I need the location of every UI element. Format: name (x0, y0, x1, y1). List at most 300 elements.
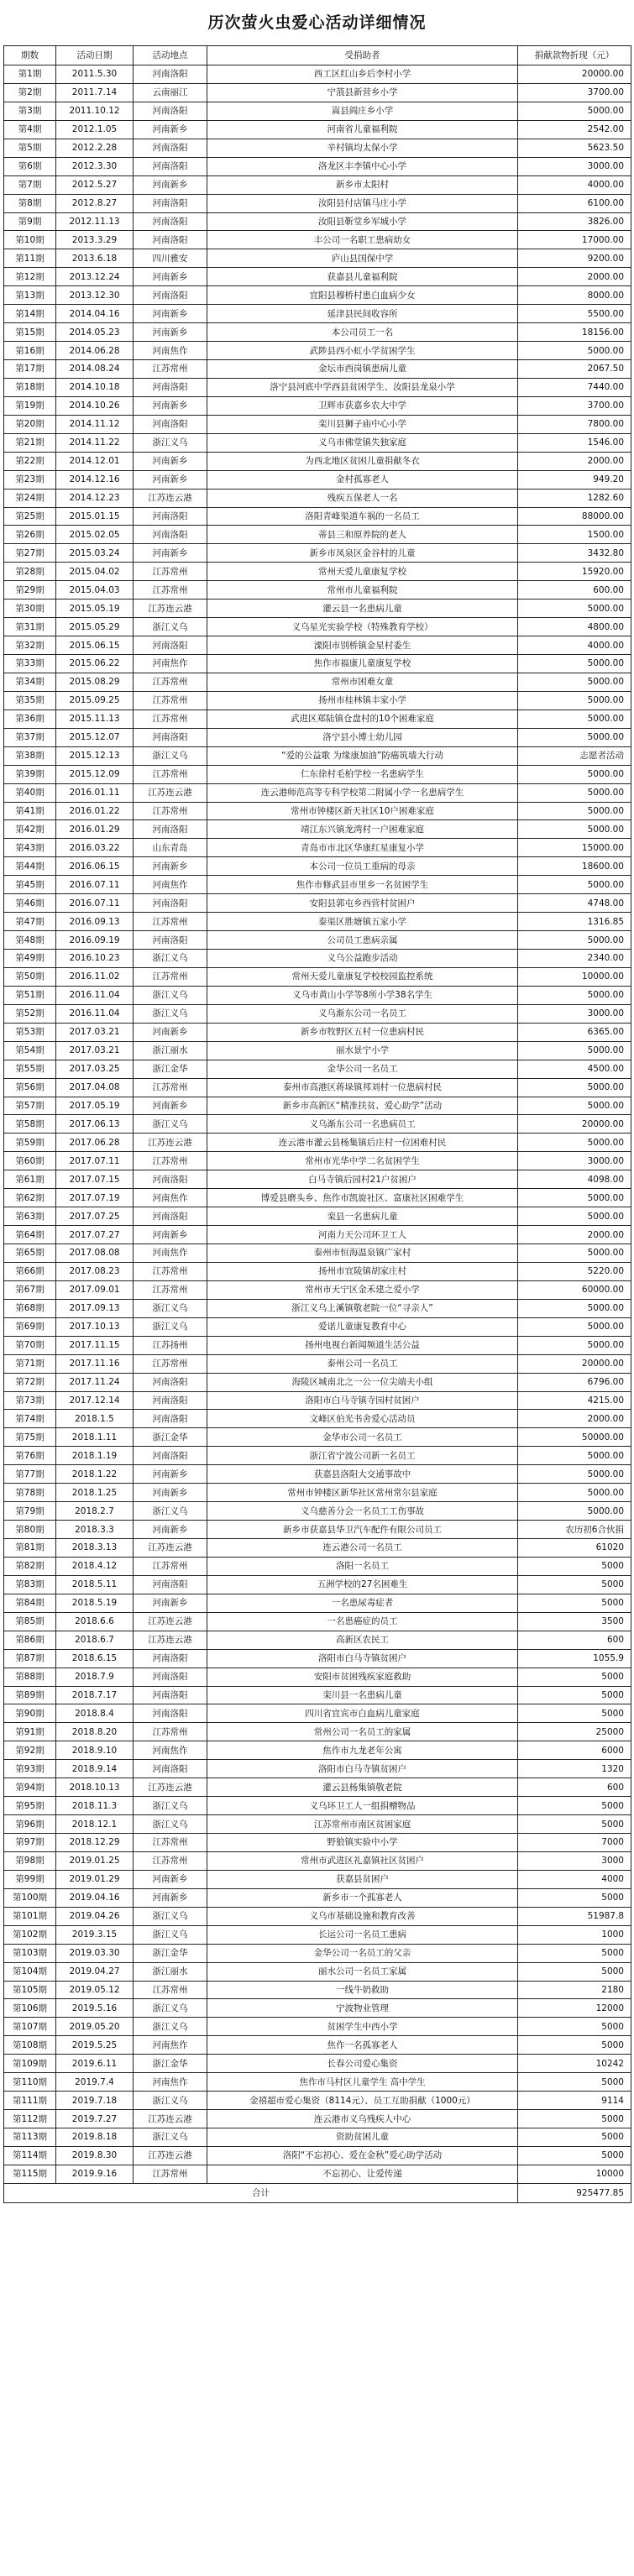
table-row (4, 1999, 631, 2018)
cell-date: 2016.07.11 (56, 894, 134, 913)
cell-date: 2018.1.11 (56, 1428, 134, 1447)
cell-date: 2017.07.19 (56, 1189, 134, 1207)
cell-period: 第98期 (4, 1851, 56, 1870)
cell-place: 河南新乡 (134, 1521, 207, 1539)
cell-place: 河南洛阳 (134, 1170, 207, 1189)
table-row (4, 415, 631, 433)
table-row (4, 1354, 631, 1373)
cell-period: 第90期 (4, 1704, 56, 1723)
cell-date: 2017.10.13 (56, 1317, 134, 1336)
total-label: 合计 (4, 2183, 518, 2202)
cell-date: 2013.6.18 (56, 249, 134, 268)
cell-amount: 600.00 (518, 581, 631, 599)
cell-amount: 5220.00 (518, 1262, 631, 1280)
cell-place: 河南洛阳 (134, 378, 207, 396)
cell-place: 浙江金华 (134, 1944, 207, 1962)
cell-recipient: 新乡市一个孤寡老人 (207, 1888, 518, 1907)
cell-period: 第109期 (4, 2055, 56, 2073)
table-row (4, 1244, 631, 1263)
cell-recipient: 常州市钟楼区新华社区常州常尔县家庭 (207, 1484, 518, 1502)
cell-period: 第36期 (4, 709, 56, 728)
cell-place: 河南洛阳 (134, 1391, 207, 1410)
cell-date: 2017.11.16 (56, 1354, 134, 1373)
cell-date: 2016.11.02 (56, 967, 134, 986)
cell-recipient: 一线牛奶救助 (207, 1981, 518, 1999)
table-row (4, 1668, 631, 1686)
table-row (4, 581, 631, 599)
table-row (4, 1521, 631, 1539)
table-row (4, 286, 631, 305)
cell-place: 江苏常州 (134, 691, 207, 709)
cell-recipient: 卫辉市获嘉乡农大中学 (207, 396, 518, 415)
cell-amount: 5000.00 (518, 709, 631, 728)
cell-place: 江苏常州 (134, 1723, 207, 1741)
cell-place: 河南新乡 (134, 1023, 207, 1041)
cell-place: 河南洛阳 (134, 1410, 207, 1428)
cell-date: 2017.11.15 (56, 1336, 134, 1354)
table-row (4, 599, 631, 618)
cell-date: 2018.9.14 (56, 1760, 134, 1778)
cell-place: 河南焦作 (134, 1741, 207, 1760)
header-place: 活动地点 (134, 46, 207, 65)
table-row (4, 1815, 631, 1834)
cell-date: 2014.05.23 (56, 323, 134, 342)
cell-place: 江苏连云港 (134, 1612, 207, 1631)
cell-recipient: 扬州市宜陵镇胡家庄村 (207, 1262, 518, 1280)
cell-amount: 3000.00 (518, 1004, 631, 1023)
cell-amount: 88000.00 (518, 507, 631, 526)
cell-recipient: 青岛市市北区华康红星康复小学 (207, 839, 518, 857)
cell-recipient: 义乌市基础设施和教育改善 (207, 1907, 518, 1925)
cell-recipient: 泰州公司一名员工 (207, 1354, 518, 1373)
cell-amount: 1000 (518, 1925, 631, 1944)
cell-recipient: 焦作市修武县市里乡一名贫困学生 (207, 876, 518, 894)
cell-period: 第10期 (4, 231, 56, 249)
table-row (4, 120, 631, 139)
table-row (4, 1226, 631, 1244)
cell-amount: 20000.00 (518, 65, 631, 84)
cell-recipient: 义乌渐东公司一名员工 (207, 1004, 518, 1023)
cell-recipient: 河南力天公司环卫工人 (207, 1226, 518, 1244)
cell-amount: 6000 (518, 1741, 631, 1760)
cell-recipient: 蒂县三和原养院的老人 (207, 526, 518, 544)
table-row (4, 360, 631, 379)
cell-date: 2017.06.28 (56, 1134, 134, 1152)
cell-place: 江苏常州 (134, 1354, 207, 1373)
cell-period: 第22期 (4, 452, 56, 470)
cell-date: 2019.01.25 (56, 1851, 134, 1870)
cell-date: 2019.7.4 (56, 2073, 134, 2092)
cell-period: 第73期 (4, 1391, 56, 1410)
cell-date: 2018.2.7 (56, 1502, 134, 1521)
table-header-row (4, 46, 631, 65)
cell-amount: 9114 (518, 2092, 631, 2110)
table-row (4, 1115, 631, 1134)
cell-place: 浙江金华 (134, 2055, 207, 2073)
table-row (4, 1097, 631, 1115)
table-row (4, 470, 631, 489)
cell-recipient: 贫困学生中西小学 (207, 2018, 518, 2036)
cell-place: 河南洛阳 (134, 1686, 207, 1704)
cell-date: 2017.05.19 (56, 1097, 134, 1115)
cell-period: 第69期 (4, 1317, 56, 1336)
cell-date: 2015.12.07 (56, 728, 134, 746)
cell-place: 浙江义乌 (134, 1815, 207, 1834)
cell-date: 2019.7.27 (56, 2110, 134, 2128)
cell-amount: 2000.00 (518, 1410, 631, 1428)
cell-period: 第80期 (4, 1521, 56, 1539)
cell-period: 第82期 (4, 1557, 56, 1575)
table-row (4, 728, 631, 746)
cell-period: 第57期 (4, 1097, 56, 1115)
table-body (4, 65, 631, 2184)
cell-period: 第75期 (4, 1428, 56, 1447)
cell-date: 2017.07.11 (56, 1152, 134, 1170)
cell-date: 2019.9.16 (56, 2165, 134, 2183)
table-row (4, 1594, 631, 1612)
cell-amount: 5000.00 (518, 820, 631, 839)
cell-date: 2015.12.13 (56, 746, 134, 765)
cell-recipient: 嵩县阎庄乡小学 (207, 102, 518, 120)
cell-place: 江苏常州 (134, 581, 207, 599)
cell-period: 第6期 (4, 157, 56, 175)
cell-date: 2015.05.19 (56, 599, 134, 618)
cell-period: 第5期 (4, 139, 56, 157)
table-row (4, 1502, 631, 1521)
cell-date: 2018.11.3 (56, 1797, 134, 1815)
cell-place: 河南焦作 (134, 1244, 207, 1263)
table-row (4, 194, 631, 212)
cell-recipient: 仁东徐村毛柏学校一名患病学生 (207, 765, 518, 783)
cell-period: 第9期 (4, 212, 56, 231)
cell-place: 四川雅安 (134, 249, 207, 268)
cell-recipient: 常州市天宁区金禾建之爱小学 (207, 1280, 518, 1299)
table-row (4, 1686, 631, 1704)
cell-amount: 1320 (518, 1760, 631, 1778)
cell-period: 第74期 (4, 1410, 56, 1428)
cell-date: 2017.07.25 (56, 1207, 134, 1226)
cell-place: 浙江义乌 (134, 1004, 207, 1023)
cell-date: 2014.04.16 (56, 305, 134, 323)
cell-amount: 18600.00 (518, 857, 631, 876)
cell-period: 第89期 (4, 1686, 56, 1704)
cell-recipient: 金华公司一名员工的父亲 (207, 1944, 518, 1962)
cell-amount: 4215.00 (518, 1391, 631, 1410)
table-row (4, 709, 631, 728)
cell-date: 2017.09.13 (56, 1299, 134, 1317)
table-row (4, 396, 631, 415)
cell-recipient: 栾县一名患病儿童 (207, 1207, 518, 1226)
cell-place: 河南洛阳 (134, 286, 207, 305)
cell-period: 第114期 (4, 2146, 56, 2165)
cell-date: 2014.12.01 (56, 452, 134, 470)
cell-place: 江苏常州 (134, 1557, 207, 1575)
cell-place: 江苏常州 (134, 709, 207, 728)
cell-amount: 1500.00 (518, 526, 631, 544)
cell-amount: 4748.00 (518, 894, 631, 913)
cell-date: 2019.05.20 (56, 2018, 134, 2036)
cell-date: 2016.10.23 (56, 950, 134, 968)
cell-amount: 5000 (518, 1888, 631, 1907)
cell-date: 2019.01.29 (56, 1870, 134, 1888)
cell-place: 江苏常州 (134, 967, 207, 986)
cell-amount: 5000.00 (518, 1447, 631, 1465)
cell-place: 浙江义乌 (134, 1999, 207, 2018)
cell-place: 河南洛阳 (134, 231, 207, 249)
cell-place: 河南焦作 (134, 2073, 207, 2092)
cell-recipient: 新乡市太阳村 (207, 175, 518, 194)
table-row (4, 507, 631, 526)
cell-date: 2016.09.19 (56, 931, 134, 950)
cell-place: 江苏连云港 (134, 599, 207, 618)
cell-amount: 5000 (518, 1797, 631, 1815)
cell-period: 第58期 (4, 1115, 56, 1134)
cell-amount: 2067.50 (518, 360, 631, 379)
cell-period: 第105期 (4, 1981, 56, 1999)
cell-period: 第31期 (4, 618, 56, 636)
cell-recipient: 洛阳市白马寺镇贫困户 (207, 1649, 518, 1668)
table-row (4, 1575, 631, 1594)
cell-place: 浙江义乌 (134, 2018, 207, 2036)
table-row (4, 1797, 631, 1815)
cell-place: 浙江义乌 (134, 1115, 207, 1134)
cell-period: 第32期 (4, 636, 56, 655)
cell-place: 河南洛阳 (134, 139, 207, 157)
cell-date: 2017.07.15 (56, 1170, 134, 1189)
cell-period: 第12期 (4, 268, 56, 286)
cell-period: 第41期 (4, 802, 56, 820)
cell-place: 河南洛阳 (134, 194, 207, 212)
cell-period: 第40期 (4, 783, 56, 802)
cell-recipient: 焦作市九龙老年公寓 (207, 1741, 518, 1760)
cell-amount: 5000.00 (518, 1465, 631, 1484)
cell-period: 第24期 (4, 489, 56, 507)
cell-place: 河南新乡 (134, 857, 207, 876)
cell-date: 2018.9.10 (56, 1741, 134, 1760)
cell-date: 2014.10.26 (56, 396, 134, 415)
cell-place: 河南焦作 (134, 1189, 207, 1207)
table-row (4, 1004, 631, 1023)
table-row (4, 839, 631, 857)
cell-amount: 3000.00 (518, 157, 631, 175)
cell-amount: 1282.60 (518, 489, 631, 507)
cell-place: 浙江金华 (134, 1060, 207, 1078)
cell-period: 第20期 (4, 415, 56, 433)
total-row (4, 2183, 631, 2202)
cell-place: 河南洛阳 (134, 1704, 207, 1723)
cell-date: 2018.1.25 (56, 1484, 134, 1502)
cell-date: 2017.08.23 (56, 1262, 134, 1280)
cell-amount: 6796.00 (518, 1373, 631, 1391)
cell-recipient: 金禧超市爱心集资（8114元）、员工互助捐献（1000元） (207, 2092, 518, 2110)
cell-recipient: 四川省宜宾市白血病儿童家庭 (207, 1704, 518, 1723)
cell-place: 河南洛阳 (134, 728, 207, 746)
cell-recipient: 新乡市凤泉区金谷村的儿童 (207, 544, 518, 563)
cell-recipient: 辛村镇均太保小学 (207, 139, 518, 157)
cell-period: 第65期 (4, 1244, 56, 1263)
table-row (4, 231, 631, 249)
cell-amount: 5000.00 (518, 1484, 631, 1502)
cell-amount: 15000.00 (518, 839, 631, 857)
cell-recipient: 公司员工患病亲属 (207, 931, 518, 950)
cell-place: 河南新乡 (134, 470, 207, 489)
cell-period: 第95期 (4, 1797, 56, 1815)
cell-recipient: 灌云县杨集镇敬老院 (207, 1778, 518, 1797)
cell-recipient: 扬州市桂林镇丰家小学 (207, 691, 518, 709)
cell-place: 河南焦作 (134, 342, 207, 360)
cell-place: 河南洛阳 (134, 1373, 207, 1391)
table-row (4, 2092, 631, 2110)
table-row (4, 1631, 631, 1649)
table-row (4, 83, 631, 102)
cell-recipient: 焦作市马村区儿童学生 高中学生 (207, 2073, 518, 2092)
cell-period: 第70期 (4, 1336, 56, 1354)
cell-amount: 25000 (518, 1723, 631, 1741)
cell-place: 浙江义乌 (134, 950, 207, 968)
cell-recipient: 新乡市获嘉县华卫汽车配件有限公司员工 (207, 1521, 518, 1539)
cell-amount: 5000 (518, 1944, 631, 1962)
table-row (4, 1557, 631, 1575)
table-row (4, 913, 631, 931)
cell-amount: 5000 (518, 1686, 631, 1704)
cell-period: 第14期 (4, 305, 56, 323)
table-row (4, 876, 631, 894)
cell-period: 第63期 (4, 1207, 56, 1226)
cell-place: 江苏常州 (134, 1262, 207, 1280)
cell-period: 第45期 (4, 876, 56, 894)
cell-date: 2016.06.15 (56, 857, 134, 876)
cell-place: 河南洛阳 (134, 931, 207, 950)
table-row (4, 1870, 631, 1888)
cell-date: 2019.5.25 (56, 2036, 134, 2055)
cell-place: 云南丽江 (134, 83, 207, 102)
cell-place: 河南洛阳 (134, 636, 207, 655)
cell-recipient: 残疾五保老人一名 (207, 489, 518, 507)
cell-recipient: 靖江东兴镇龙湾村一户困难家庭 (207, 820, 518, 839)
cell-amount: 949.20 (518, 470, 631, 489)
cell-recipient: 常州市儿童福利院 (207, 581, 518, 599)
cell-period: 第47期 (4, 913, 56, 931)
cell-date: 2012.5.27 (56, 175, 134, 194)
cell-recipient: 江苏常州市南区贫困家庭 (207, 1815, 518, 1834)
cell-amount: 600 (518, 1631, 631, 1649)
cell-amount: 5500.00 (518, 305, 631, 323)
cell-amount: 50000.00 (518, 1428, 631, 1447)
table-row (4, 433, 631, 452)
cell-recipient: 长春公司爱心集资 (207, 2055, 518, 2073)
cell-period: 第56期 (4, 1078, 56, 1097)
cell-date: 2015.06.15 (56, 636, 134, 655)
cell-place: 江苏常州 (134, 1078, 207, 1097)
cell-date: 2015.02.05 (56, 526, 134, 544)
cell-place: 河南新乡 (134, 305, 207, 323)
cell-recipient: 本公司员工一名 (207, 323, 518, 342)
cell-recipient: 一名患癌症的员工 (207, 1612, 518, 1631)
cell-recipient: 获嘉县儿童福利院 (207, 268, 518, 286)
table-row (4, 139, 631, 157)
cell-period: 第92期 (4, 1741, 56, 1760)
cell-recipient: 洛阳市白马寺镇贫困户 (207, 1760, 518, 1778)
cell-period: 第87期 (4, 1649, 56, 1668)
cell-place: 江苏连云港 (134, 489, 207, 507)
cell-period: 第44期 (4, 857, 56, 876)
cell-recipient: 河南省儿童福利院 (207, 120, 518, 139)
cell-recipient: 宁波物业管理 (207, 1999, 518, 2018)
cell-date: 2014.11.12 (56, 415, 134, 433)
table-row (4, 2165, 631, 2183)
cell-recipient: 丽水景宁小学 (207, 1041, 518, 1060)
cell-date: 2012.2.28 (56, 139, 134, 157)
cell-place: 河南焦作 (134, 655, 207, 673)
cell-amount: 5000.00 (518, 728, 631, 746)
cell-period: 第113期 (4, 2128, 56, 2147)
table-row (4, 175, 631, 194)
table-row (4, 1280, 631, 1299)
cell-place: 浙江义乌 (134, 746, 207, 765)
cell-place: 河南新乡 (134, 1097, 207, 1115)
cell-period: 第29期 (4, 581, 56, 599)
cell-place: 河南洛阳 (134, 1760, 207, 1778)
cell-period: 第48期 (4, 931, 56, 950)
cell-date: 2017.03.21 (56, 1041, 134, 1060)
cell-recipient: 新乡市牧野区五村一位患病村民 (207, 1023, 518, 1041)
cell-period: 第60期 (4, 1152, 56, 1170)
cell-date: 2012.1.05 (56, 120, 134, 139)
table-row (4, 489, 631, 507)
table-row (4, 765, 631, 783)
cell-date: 2019.04.26 (56, 1907, 134, 1925)
cell-period: 第19期 (4, 396, 56, 415)
table-row (4, 2018, 631, 2036)
cell-date: 2015.11.13 (56, 709, 134, 728)
cell-amount: 60000.00 (518, 1280, 631, 1299)
cell-recipient: 汝阳县靳堂乡军城小学 (207, 212, 518, 231)
cell-place: 浙江义乌 (134, 433, 207, 452)
table-row (4, 1888, 631, 1907)
cell-date: 2017.06.13 (56, 1115, 134, 1134)
cell-recipient: “爱的公益歌 为缘康加油”防癌筑墙大行动 (207, 746, 518, 765)
table-row (4, 1944, 631, 1962)
header-recipient: 受捐助者 (207, 46, 518, 65)
cell-recipient: 义乌星光实验学校（特殊教育学校） (207, 618, 518, 636)
cell-period: 第18期 (4, 378, 56, 396)
cell-place: 浙江丽水 (134, 1041, 207, 1060)
cell-date: 2019.8.18 (56, 2128, 134, 2147)
cell-recipient: 常州天爱儿童康复学校 (207, 563, 518, 581)
cell-amount: 2340.00 (518, 950, 631, 968)
cell-period: 第13期 (4, 286, 56, 305)
cell-place: 浙江义乌 (134, 1317, 207, 1336)
cell-recipient: 庐山县国保中学 (207, 249, 518, 268)
table-row (4, 526, 631, 544)
cell-place: 江苏扬州 (134, 1336, 207, 1354)
header-date: 活动日期 (56, 46, 134, 65)
cell-amount: 1316.85 (518, 913, 631, 931)
cell-place: 河南焦作 (134, 876, 207, 894)
cell-amount: 5623.50 (518, 139, 631, 157)
cell-amount: 5000.00 (518, 1244, 631, 1263)
cell-date: 2019.6.11 (56, 2055, 134, 2073)
cell-place: 浙江义乌 (134, 1797, 207, 1815)
cell-amount: 10000.00 (518, 967, 631, 986)
table-row (4, 1410, 631, 1428)
cell-place: 浙江义乌 (134, 1925, 207, 1944)
cell-recipient: 野狼镇实验中小学 (207, 1834, 518, 1852)
cell-amount: 5000.00 (518, 102, 631, 120)
cell-place: 浙江义乌 (134, 2128, 207, 2147)
table-row (4, 1317, 631, 1336)
table-row (4, 1612, 631, 1631)
